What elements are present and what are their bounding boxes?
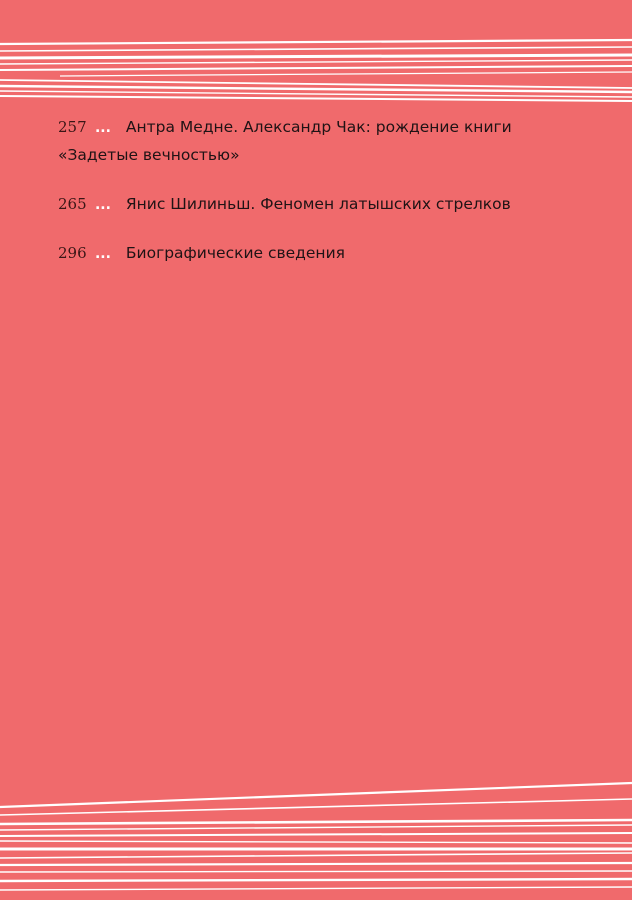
toc-entry[interactable]: [58, 240, 598, 268]
toc-title-continuation: «Задетые вечностью»: [58, 146, 240, 164]
toc-leader-dots: ...: [94, 120, 111, 136]
decorative-stripes-top: [0, 0, 632, 110]
toc-title: Антра Медне. Александр Чак: рождение книги: [125, 118, 512, 136]
toc-page-number: 265: [58, 195, 87, 213]
toc-entry[interactable]: [58, 191, 598, 219]
decorative-stripes-bottom: [0, 775, 632, 900]
toc-page-number: 257: [58, 118, 87, 136]
toc-page-number: 296: [58, 244, 87, 262]
toc-title: Биографические сведения: [125, 244, 345, 262]
toc-entry[interactable]: [58, 114, 598, 169]
toc-title: Янис Шилиньш. Феномен латышских стрелков: [125, 195, 511, 213]
toc-leader-dots: ...: [94, 197, 111, 213]
toc-leader-dots: ...: [94, 246, 111, 262]
table-of-contents: [58, 114, 598, 290]
